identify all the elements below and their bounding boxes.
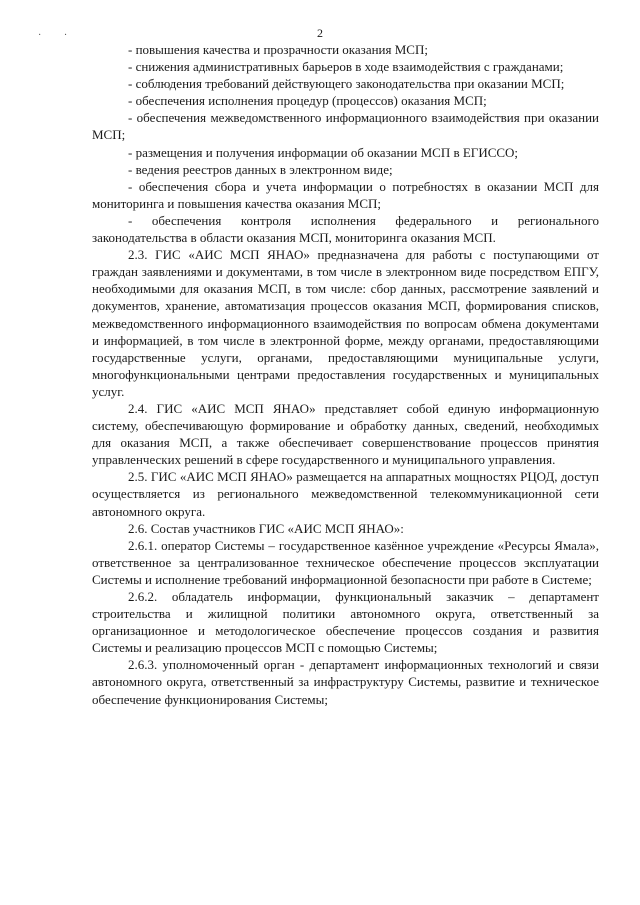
page-number: 2 (317, 26, 323, 40)
scan-marks: · · (38, 30, 78, 41)
section-2-6-3: 2.6.3. уполномоченный орган - департамент информационных технологий и связи автономного округа, ответственный за инфраструктуру Системы, развитие и техническое обеспечение функционирования Системы; (92, 657, 599, 707)
list-item-procedures: - обеспечения исполнения процедур (процессов) оказания МСП; (128, 93, 487, 109)
section-2-6-1: 2.6.1. оператор Системы – государственное казённое учреждение «Ресурсы Ямала», ответственное за централизованное техническое обеспечение процессов эксплуатации Системы и исполнение требований информационной безопасности при работе в Системе; (92, 537, 599, 587)
list-item-barriers: - снижения административных барьеров в ходе взаимодействия с гражданами; (128, 59, 564, 75)
list-item-quality: - повышения качества и прозрачности оказания МСП; (128, 42, 428, 57)
section-2-6-2: 2.6.2. обладатель информации, функциональный заказчик – департамент строительства и жилищной политики автономного округа, ответственный за организационное и методологическое обеспечение процессов создания и развития Системы и реализацию процессов МСП с помощью Системы; (92, 589, 599, 656)
section-2-4: 2.4. ГИС «АИС МСП ЯНАО» представляет собой единую информационную систему, обеспечивающую формирование и обработку данных, сведений, необходимых для оказания МСП, а также обеспечивает совершенствование процессов принятия управленческих решений в сфере государственного и муниципального управления. (92, 400, 599, 468)
document-body (92, 41, 599, 708)
list-item-legislation: - соблюдения требований действующего законодательства при оказании МСП; (128, 76, 565, 92)
section-2-3: 2.3. ГИС «АИС МСП ЯНАО» предназначена для работы с поступающими от граждан заявлениями и документами, в том числе в электронном виде посредством ЕПГУ, необходимыми для оказания МСП, в том числе: сбор данных, рассмотрение заявлений и документов, хранение, автоматизация процессов оказания МСП, формирования списков, межведомственного информационного взаимодействия по вопросам обмена документами и информацией, в том числе в электронной форме, между органами, предоставляющими государственные услуги, органами, предоставляющими муниципальные услуги, многофункциональными центрами предоставления государственных и муниципальных услуг. (92, 247, 599, 399)
list-item-egisso: - размещения и получения информации об оказании МСП в ЕГИССО; (128, 144, 519, 160)
list-item-control: - обеспечения контроля исполнения федерального и регионального законодательства в области оказания МСП, мониторинга оказания МСП. (92, 212, 599, 246)
list-item-registries: - ведения реестров данных в электронном виде; (128, 161, 393, 177)
list-item-interagency: - обеспечения межведомственного информационного взаимодействия при оказании МСП; (92, 110, 599, 143)
list-item-monitoring: - обеспечения сбора и учета информации о потребностях в оказании МСП для мониторинга и повышения качества оказания МСП; (92, 178, 599, 211)
section-2-6: 2.6. Состав участников ГИС «АИС МСП ЯНАО»: (128, 520, 404, 536)
section-2-5: 2.5. ГИС «АИС МСП ЯНАО» размещается на аппаратных мощностях РЦОД, доступ осуществляется из регионального межведомственной телекоммуникационной сети автономного округа. (92, 469, 599, 519)
